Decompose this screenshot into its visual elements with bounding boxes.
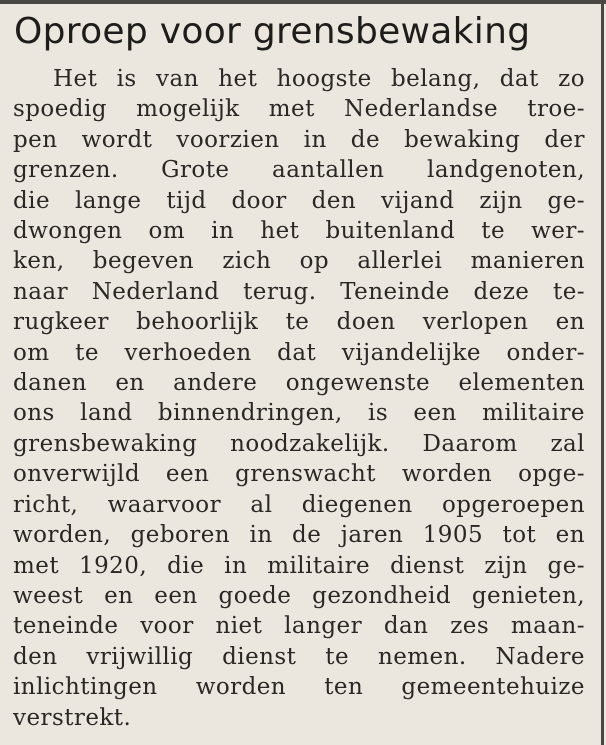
article-line: spoedig mogelijk met Nederlandse troe- [13, 96, 585, 123]
article-line: grensbewaking noodzakelijk. Daarom zal [13, 430, 585, 457]
article-line: pen wordt voorzien in de bewaking der [13, 126, 585, 153]
article-line: dwongen om in het buitenland te wer- [13, 218, 585, 245]
article-line: onverwijld een grenswacht worden opge- [13, 461, 585, 488]
article-line: teneinde voor niet langer dan zes maan- [13, 613, 585, 640]
article-line: grenzen. Grote aantallen landgenoten, [13, 157, 585, 184]
article-line: weest en een goede gezondheid genieten, [13, 582, 585, 609]
article-line: naar Nederland terug. Teneinde deze te- [13, 278, 585, 305]
article-line: ken, begeven zich op allerlei manieren [13, 248, 585, 275]
article-headline: Oproep voor grensbewaking [14, 11, 531, 52]
article-body [13, 64, 585, 733]
article-line: om te verhoeden dat vijandelijke onder- [13, 339, 585, 366]
article-line: ons land binnendringen, is een militaire [13, 400, 585, 427]
article-line: danen en andere ongewenste elementen [13, 370, 585, 397]
right-column-rule [601, 0, 604, 745]
article-line: den vrijwillig dienst te nemen. Nadere [13, 643, 585, 670]
article-line: die lange tijd door den vijand zijn ge- [13, 187, 585, 214]
article-line: verstrekt. [13, 704, 132, 731]
article-line: met 1920, die in militaire dienst zijn ge- [13, 552, 585, 579]
article-line: rugkeer behoorlijk te doen verlopen en [13, 309, 585, 336]
article-line: Het is van het hoogste belang, dat zo [53, 66, 585, 92]
article-line: richt, waarvoor al diegenen opgeroepen [13, 491, 585, 518]
article-line: worden, geboren in de jaren 1905 tot en [13, 522, 585, 549]
article-line: inlichtingen worden ten gemeentehuize [13, 674, 585, 701]
